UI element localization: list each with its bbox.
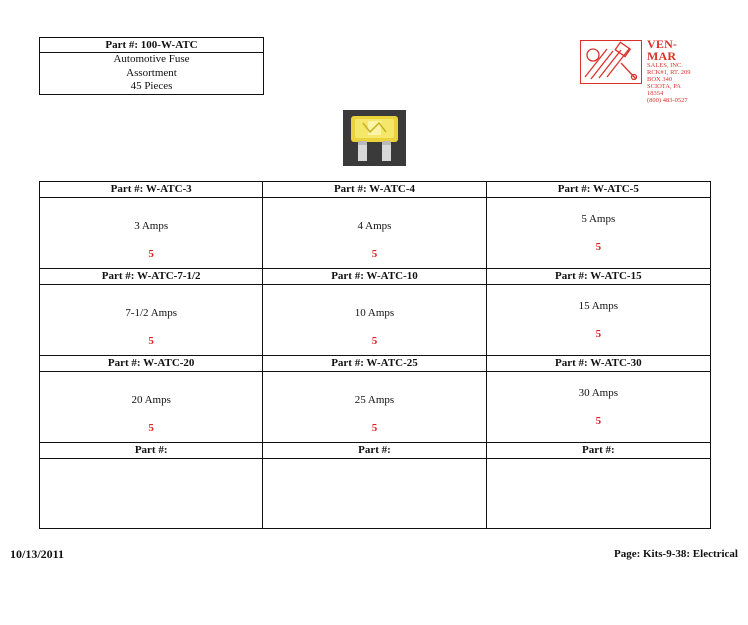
kit-description-line-1: Automotive Fuse [113, 53, 190, 65]
part-cell-empty [487, 459, 710, 528]
part-header: Part #: W-ATC-3 [40, 182, 263, 198]
part-cell [487, 198, 710, 269]
kit-description-line-3: 45 Pieces [130, 80, 173, 92]
part-header: Part #: W-ATC-7-1/2 [40, 269, 263, 285]
part-header: Part #: W-ATC-25 [263, 356, 486, 372]
amp-rating: 5 Amps [581, 213, 616, 225]
company-logo [580, 37, 698, 104]
amp-rating: 7-1/2 Amps [125, 307, 177, 319]
amp-rating: 3 Amps [134, 220, 169, 232]
part-header: Part #: [263, 443, 486, 459]
part-header: Part #: W-ATC-15 [487, 269, 710, 285]
quantity: 5 [595, 241, 602, 253]
amp-rating: 10 Amps [354, 307, 395, 319]
part-header: Part #: W-ATC-4 [263, 182, 486, 198]
page-reference: Page: Kits-9-38: Electrical [613, 548, 738, 560]
fuse-product-image [343, 110, 406, 166]
part-header: Part #: W-ATC-30 [487, 356, 710, 372]
part-cell-empty [40, 459, 263, 528]
part-header: Part #: W-ATC-5 [487, 182, 710, 198]
quantity: 5 [371, 248, 378, 260]
logo-line-5: (800) 483-0527 [647, 97, 688, 104]
quantity: 5 [148, 248, 154, 260]
quantity: 5 [148, 422, 154, 434]
part-header: Part #: [40, 443, 263, 459]
quantity: 5 [595, 328, 602, 340]
amp-rating: 4 Amps [357, 220, 392, 232]
quantity: 5 [371, 335, 378, 347]
amp-rating: 25 Amps [354, 394, 395, 406]
part-cell [263, 198, 486, 269]
quantity: 5 [148, 335, 154, 347]
logo-company-name: VEN-MAR [647, 37, 678, 63]
quantity: 5 [371, 422, 378, 434]
part-cell [263, 285, 486, 356]
kit-header-box [39, 37, 264, 95]
part-cell [40, 285, 263, 356]
kit-part-number: Part #: 100-W-ATC [40, 38, 263, 53]
part-header: Part #: W-ATC-10 [263, 269, 486, 285]
part-cell [40, 198, 263, 269]
logo-text [647, 38, 698, 104]
part-cell [487, 372, 710, 443]
kit-description-line-2: Assortment [126, 66, 177, 79]
parts-grid [39, 181, 711, 529]
amp-rating: 20 Amps [131, 394, 171, 406]
document-date: 10/13/2011 [10, 547, 65, 561]
part-header: Part #: W-ATC-20 [40, 356, 263, 372]
part-cell [263, 372, 486, 443]
amp-rating: 30 Amps [578, 387, 619, 399]
logo-line-1: SALES, INC. [647, 62, 683, 69]
logo-line-3: BOX 340 [647, 76, 673, 83]
part-cell [487, 285, 710, 356]
logo-line-2: RCK#1, RT. 209 [647, 69, 691, 76]
quantity: 5 [595, 415, 602, 427]
part-cell [40, 372, 263, 443]
logo-line-4: SCIOTA, PA 18354 [647, 83, 681, 97]
part-cell-empty [263, 459, 486, 528]
logo-tools-icon [580, 40, 642, 84]
part-header: Part #: [487, 443, 710, 459]
amp-rating: 15 Amps [578, 300, 619, 312]
